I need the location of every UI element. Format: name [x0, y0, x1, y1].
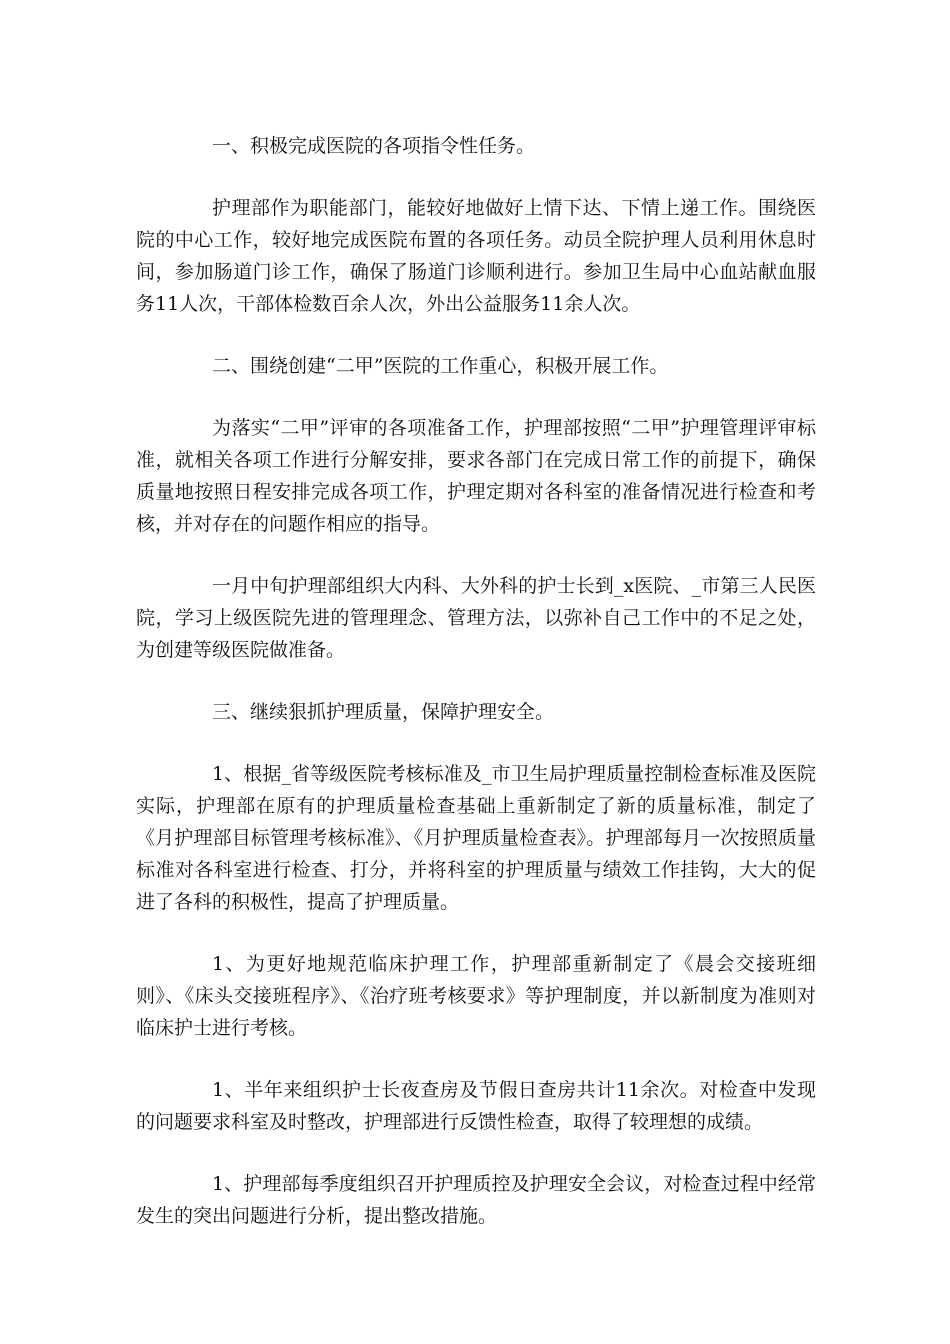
list-item-3: 1、半年来组织护士长夜查房及节假日查房共计11余次。对检查中发现的问题要求科室及时整改，护理部进行反馈性检查，取得了较理想的成绩。: [136, 1079, 816, 1133]
list-item-4: 1、护理部每季度组织召开护理质控及护理安全会议，对检查过程中经常发生的突出问题进行分析，提出整改措施。: [136, 1173, 816, 1227]
list-item-1: 1、根据_省等级医院考核标准及_市卫生局护理质量控制检查标准及医院实际，护理部在原有的护理质量检查基础上重新制定了新的质量标准，制定了《月护理部目标管理考核标准》、《月护理质量检查表》。护理部每月一次按照质量标准对各科室进行检查、打分，并将科室的护理质量与绩效工作挂钩，大大的促进了各科的积极性，提高了护理质量。: [136, 763, 816, 913]
document-body: [136, 130, 816, 1260]
paragraph-1: 护理部作为职能部门，能较好地做好上情下达、下情上递工作。围绕医院的中心工作，较好地完成医院布置的各项任务。动员全院护理人员利用休息时间，参加肠道门诊工作，确保了肠道门诊顺利进行。参加卫生局中心血站献血服务11人次，干部体检数百余人次，外出公益服务11余人次。: [136, 197, 816, 315]
paragraph-2: 为落实“二甲”评审的各项准备工作，护理部按照“二甲”护理管理评审标准，就相关各项工作进行分解安排，要求各部门在完成日常工作的前提下，确保质量地按照日程安排完成各项工作，护理定期对各科室的准备情况进行检查和考核，并对存在的问题作相应的指导。: [136, 417, 816, 535]
section-heading-1: 一、积极完成医院的各项指令性任务。: [212, 135, 536, 157]
section-heading-2: 二、围绕创建“二甲”医院的工作重心，积极开展工作。: [212, 355, 669, 377]
section-heading-3: 三、继续狠抓护理质量，保障护理安全。: [212, 701, 555, 723]
list-item-2: 1、为更好地规范临床护理工作，护理部重新制定了《晨会交接班细则》、《床头交接班程序》、《治疗班考核要求》等护理制度，并以新制度为准则对临床护士进行考核。: [136, 953, 816, 1039]
paragraph-3: 一月中旬护理部组织大内科、大外科的护士长到_x医院、_市第三人民医院，学习上级医院先进的管理理念、管理方法，以弥补自己工作中的不足之处，为创建等级医院做准备。: [136, 575, 816, 661]
